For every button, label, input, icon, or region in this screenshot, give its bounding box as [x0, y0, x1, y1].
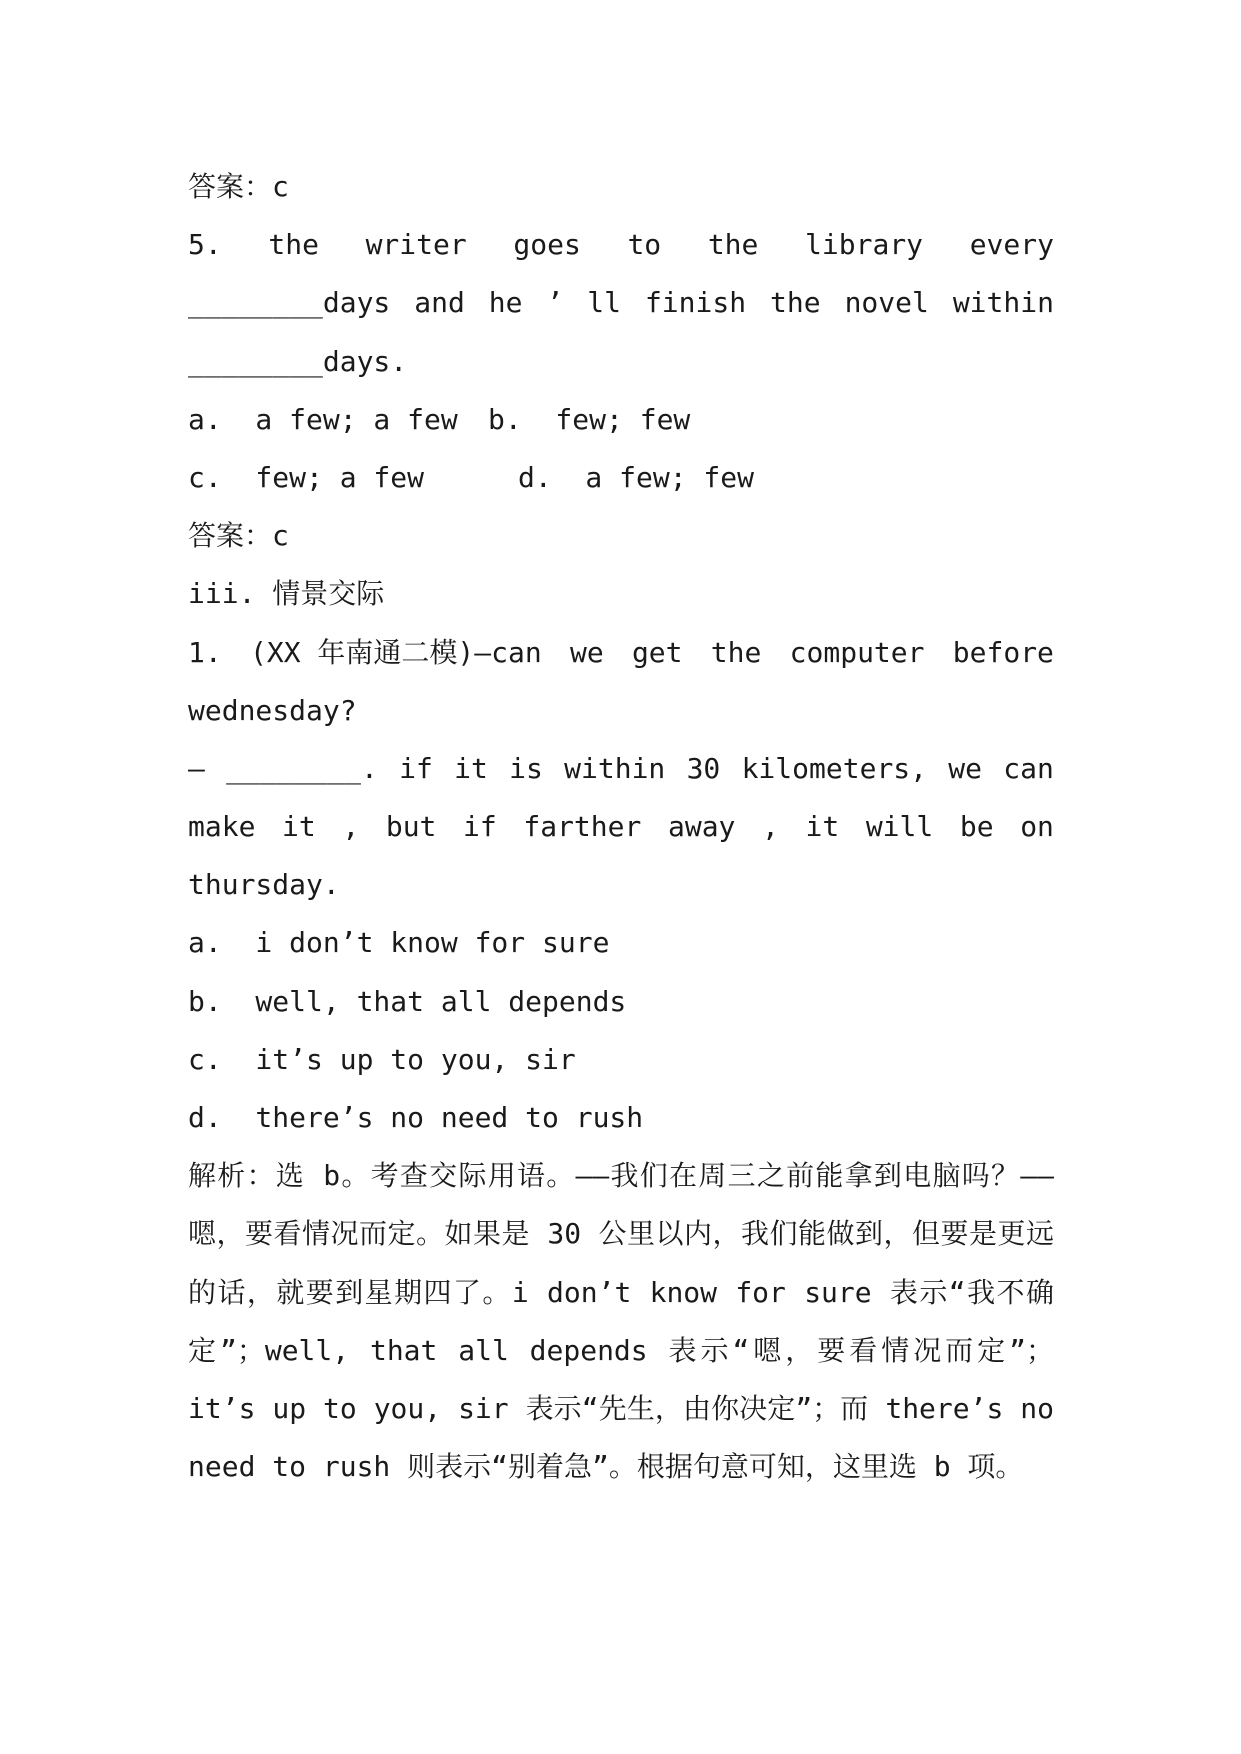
q5-stem-line-2: [188, 274, 1054, 332]
word: computer: [789, 635, 925, 669]
q1-stem-line-3: [188, 740, 1054, 798]
word: within: [952, 286, 1054, 320]
word: is: [509, 751, 543, 785]
word: library: [805, 228, 924, 262]
q1-option-c: c. it’s up to you, sir: [188, 1042, 576, 1076]
word: will: [865, 810, 934, 844]
word: farther: [523, 810, 642, 844]
word: (XX 年南通二模)—can: [249, 635, 542, 669]
word: can: [1003, 751, 1054, 785]
word: if: [463, 810, 497, 844]
section-heading: iii. 情景交际: [188, 577, 385, 611]
word: writer: [365, 228, 467, 262]
word: the: [710, 635, 762, 669]
word: 5.: [188, 228, 222, 262]
word: we: [948, 751, 983, 785]
word: the: [707, 228, 759, 262]
q1-stem-line-1: [188, 624, 1054, 682]
word: he: [488, 286, 523, 320]
word: the: [268, 228, 319, 262]
word: on: [1020, 810, 1054, 844]
word: but: [385, 810, 437, 844]
word: ll: [587, 286, 621, 320]
q1-stem-line-4: [188, 798, 1054, 856]
word: it: [805, 810, 840, 844]
q4-answer: 答案：c: [188, 170, 289, 203]
word: away: [667, 810, 736, 844]
word: finish: [644, 286, 747, 320]
q1-stem-line-2: wednesday?: [188, 693, 357, 727]
word: within: [564, 751, 666, 785]
word: ,: [342, 810, 360, 844]
word: we: [569, 635, 604, 669]
q1-stem-line-5: thursday.: [188, 868, 340, 902]
q1-option-b: b. well, that all depends: [188, 984, 627, 1018]
q5-option-b: b. few; few: [488, 402, 691, 436]
word: get: [631, 635, 683, 669]
q1-analysis: 解析：选 b。考查交际用语。——我们在周三之前能拿到电脑吗？——嗯，要看情况而定。如果是 30 公里以内，我们能做到，但要是更远的话，就要到星期四了。i don’t know for sure 表示“我不确定”；well, that all depends 表示“嗯，要看情况而定”；it’s up to you, sir 表示“先生，由你决定”；而 there’s no need to rush 则表示“别着急”。根据句意可知，这里选 b 项。: [188, 1159, 1054, 1484]
q5-options-row-2: [188, 449, 1054, 507]
word: it: [454, 751, 488, 785]
word: ’: [546, 286, 564, 320]
word: 30: [686, 751, 721, 785]
word: make: [188, 810, 256, 844]
word: if: [399, 751, 433, 785]
q5-stem-line-3: ________days.: [188, 344, 408, 378]
word: to: [627, 228, 662, 262]
q5-option-d: d. a few; few: [518, 460, 755, 494]
word: the: [770, 286, 821, 320]
word: goes: [513, 228, 581, 262]
document-body: [188, 158, 1054, 1496]
q1-option-a: a. i don’t know for sure: [188, 926, 610, 960]
word: and: [414, 286, 465, 320]
word: ________.: [226, 751, 378, 785]
word: novel: [844, 286, 929, 320]
word: kilometers,: [741, 751, 928, 785]
q5-answer: 答案：c: [188, 519, 289, 553]
word: every: [969, 228, 1054, 262]
q5-option-c: c. few; a few: [188, 460, 425, 494]
word: ,: [762, 810, 779, 844]
word: ________days: [188, 286, 391, 320]
q1-option-d: d. there’s no need to rush: [188, 1101, 644, 1134]
word: be: [959, 810, 994, 844]
q5-options-row-1: [188, 391, 1054, 449]
word: before: [952, 635, 1054, 669]
word: 1.: [188, 635, 222, 669]
q5-stem-line-1: [188, 216, 1054, 274]
word: —: [188, 751, 205, 785]
word: it: [282, 810, 316, 844]
q5-option-a: a. a few; a few: [188, 402, 458, 436]
